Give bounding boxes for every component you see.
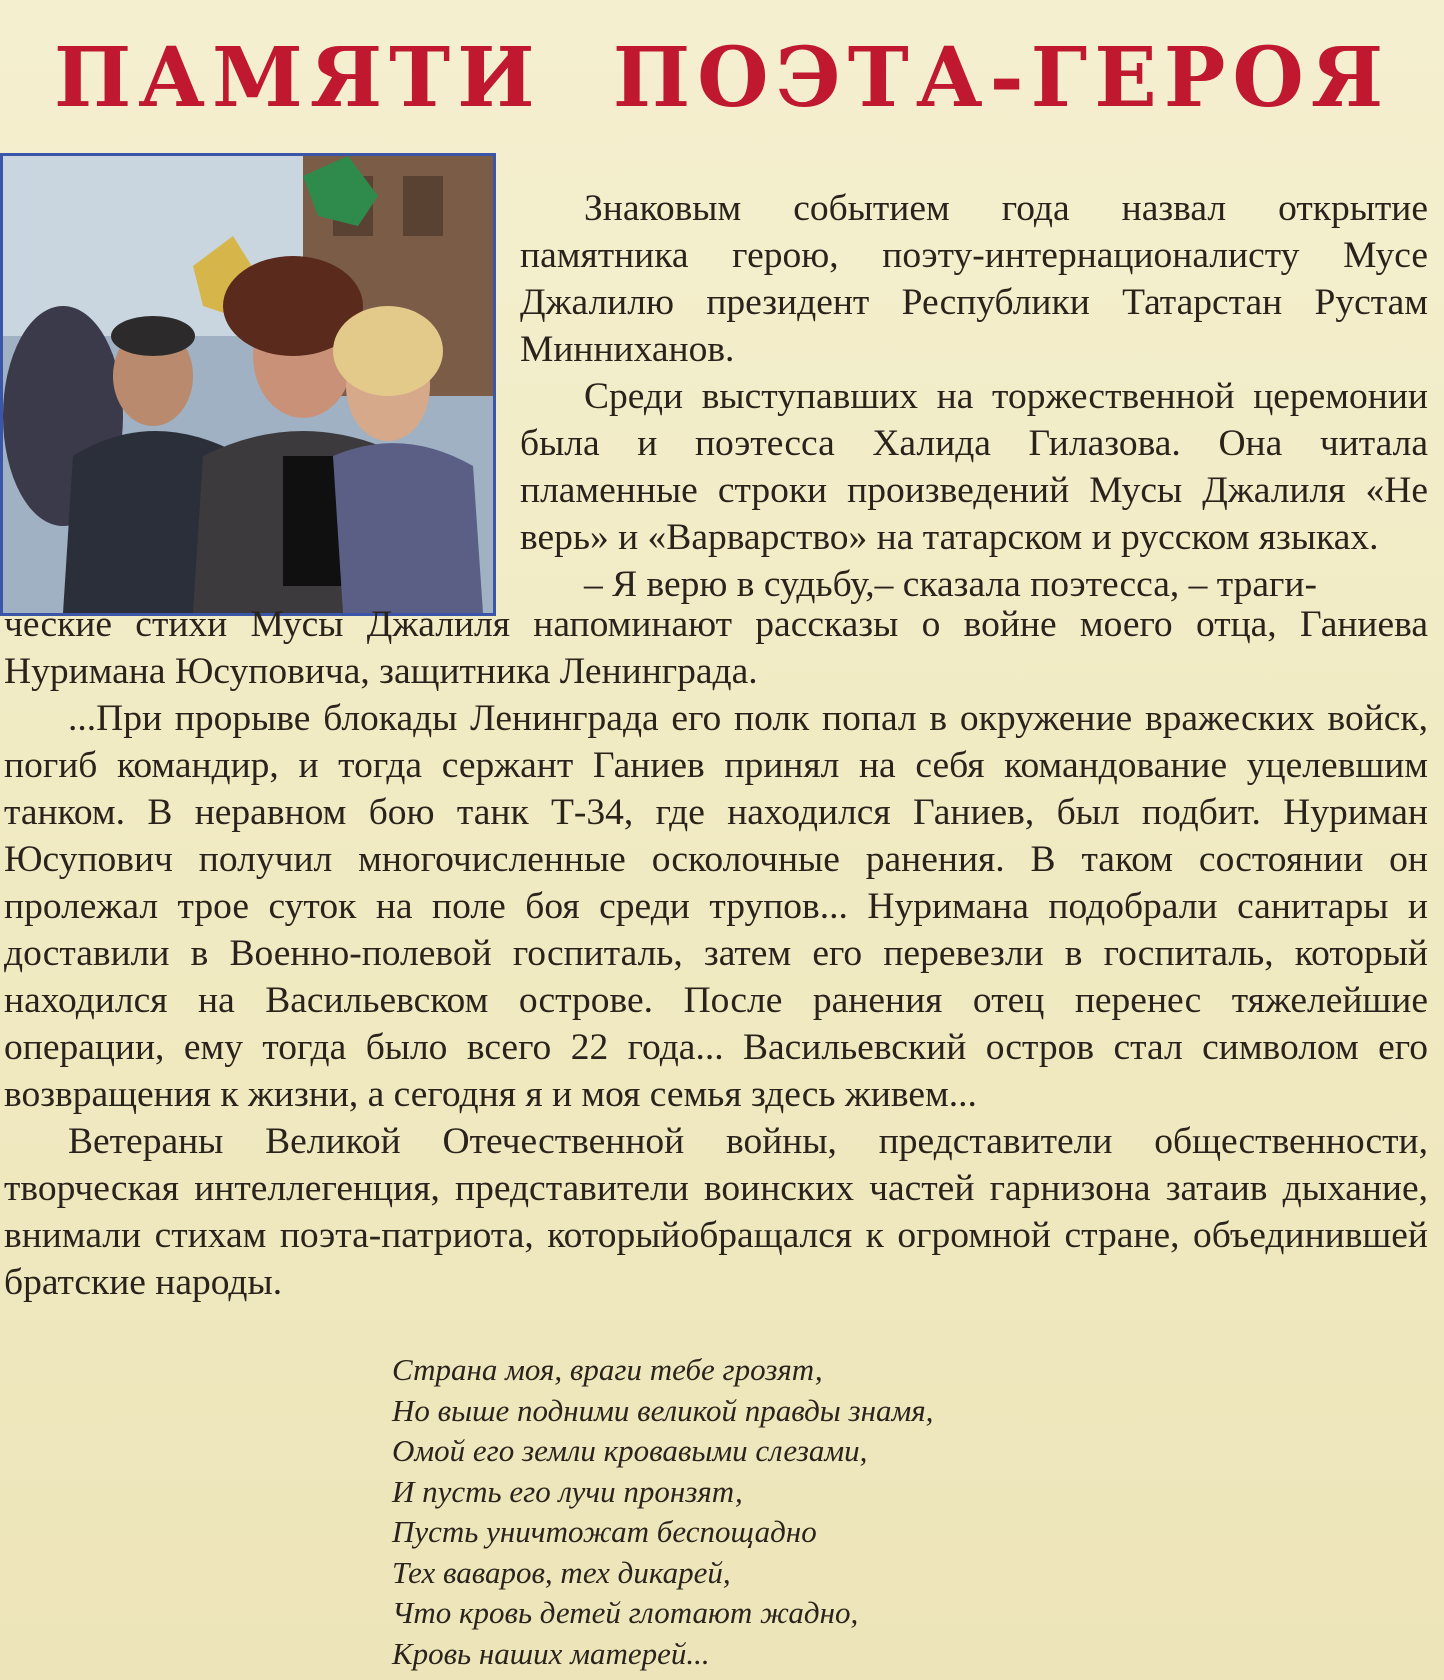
poem-line: И пусть его лучи пронзят, — [392, 1473, 743, 1509]
poem-line: Что кровь детей глотают жадно, — [392, 1595, 859, 1630]
body-paragraph-3: Ветераны Великой Отечественной войны, представители общественности, творческая интеллегенция, представители воинских частей гарнизона затаив дыхание, внимали стихам поэта-патриота, которыйобращался к огромной стране, объединившей братские народы. — [4, 1121, 1428, 1303]
article-title: ПАМЯТИ ПОЭТА-ГЕРОЯ — [53, 30, 1391, 126]
intro-paragraph-2: Среди выступавших на торжественной церемонии была и поэтесса Халида Гилазова. Она читала пламенные строки произведений Мусы Джалиля «Не верь» и «Варварство» на татарском и русском языках. — [520, 376, 1428, 558]
poem-line: Но выше подними великой правды знамя, — [392, 1392, 934, 1428]
body-paragraph-1: ческие стихи Мусы Джалиля напоминают рассказы о войне моего отца, Ганиева Нуримана Юсуповича, защитника Ленинграда. — [4, 604, 1428, 692]
body-column — [4, 601, 1428, 1306]
poem-line: Тех ваваров, тех дикарей, — [392, 1554, 731, 1590]
ceremony-photo — [0, 153, 496, 616]
poem-line: Страна моя, враги тебе грозят, — [392, 1352, 823, 1387]
intro-paragraph-1: Знаковым событием года назвал открытие памятника герою, поэту-интернационалисту Мусе Джалилю президент Республики Татарстан Рустам Минниханов. — [520, 188, 1428, 370]
people-at-ceremony-photo-icon — [3, 156, 493, 613]
poem-line: Пусть уничтожат беспощадно — [392, 1514, 817, 1549]
poem-line: Кровь наших матерей... — [392, 1635, 710, 1671]
intro-column — [520, 185, 1428, 608]
quote-start: – Я верю в судьбу,– сказала поэтесса, – траги- — [584, 564, 1317, 605]
poem-line: Омой его земли кровавыми слезами, — [392, 1433, 868, 1468]
body-paragraph-2: ...При прорыве блокады Ленинграда его полк попал в окружение вражеских войск, погиб командир, и тогда сержант Ганиев принял на себя командование уцелевшим танком. В неравном бою танк Т-34, где находился Ганиев, был подбит. Нуриман Юсупович получил многочисленные осколочные ранения. В таком состоянии он пролежал трое суток на поле боя среди трупов... Нуримана подобрали санитары и доставили в Военно-полевой госпиталь, затем его перевезли в госпиталь, который находился на Васильевском острове. После ранения отец перенес тяжелейшие операции, ему тогда было всего 22 года... Васильевский остров стал символом его возвращения к жизни, а сегодня я и моя семья здесь живем... — [4, 698, 1428, 1115]
poem-excerpt — [392, 1350, 1392, 1674]
